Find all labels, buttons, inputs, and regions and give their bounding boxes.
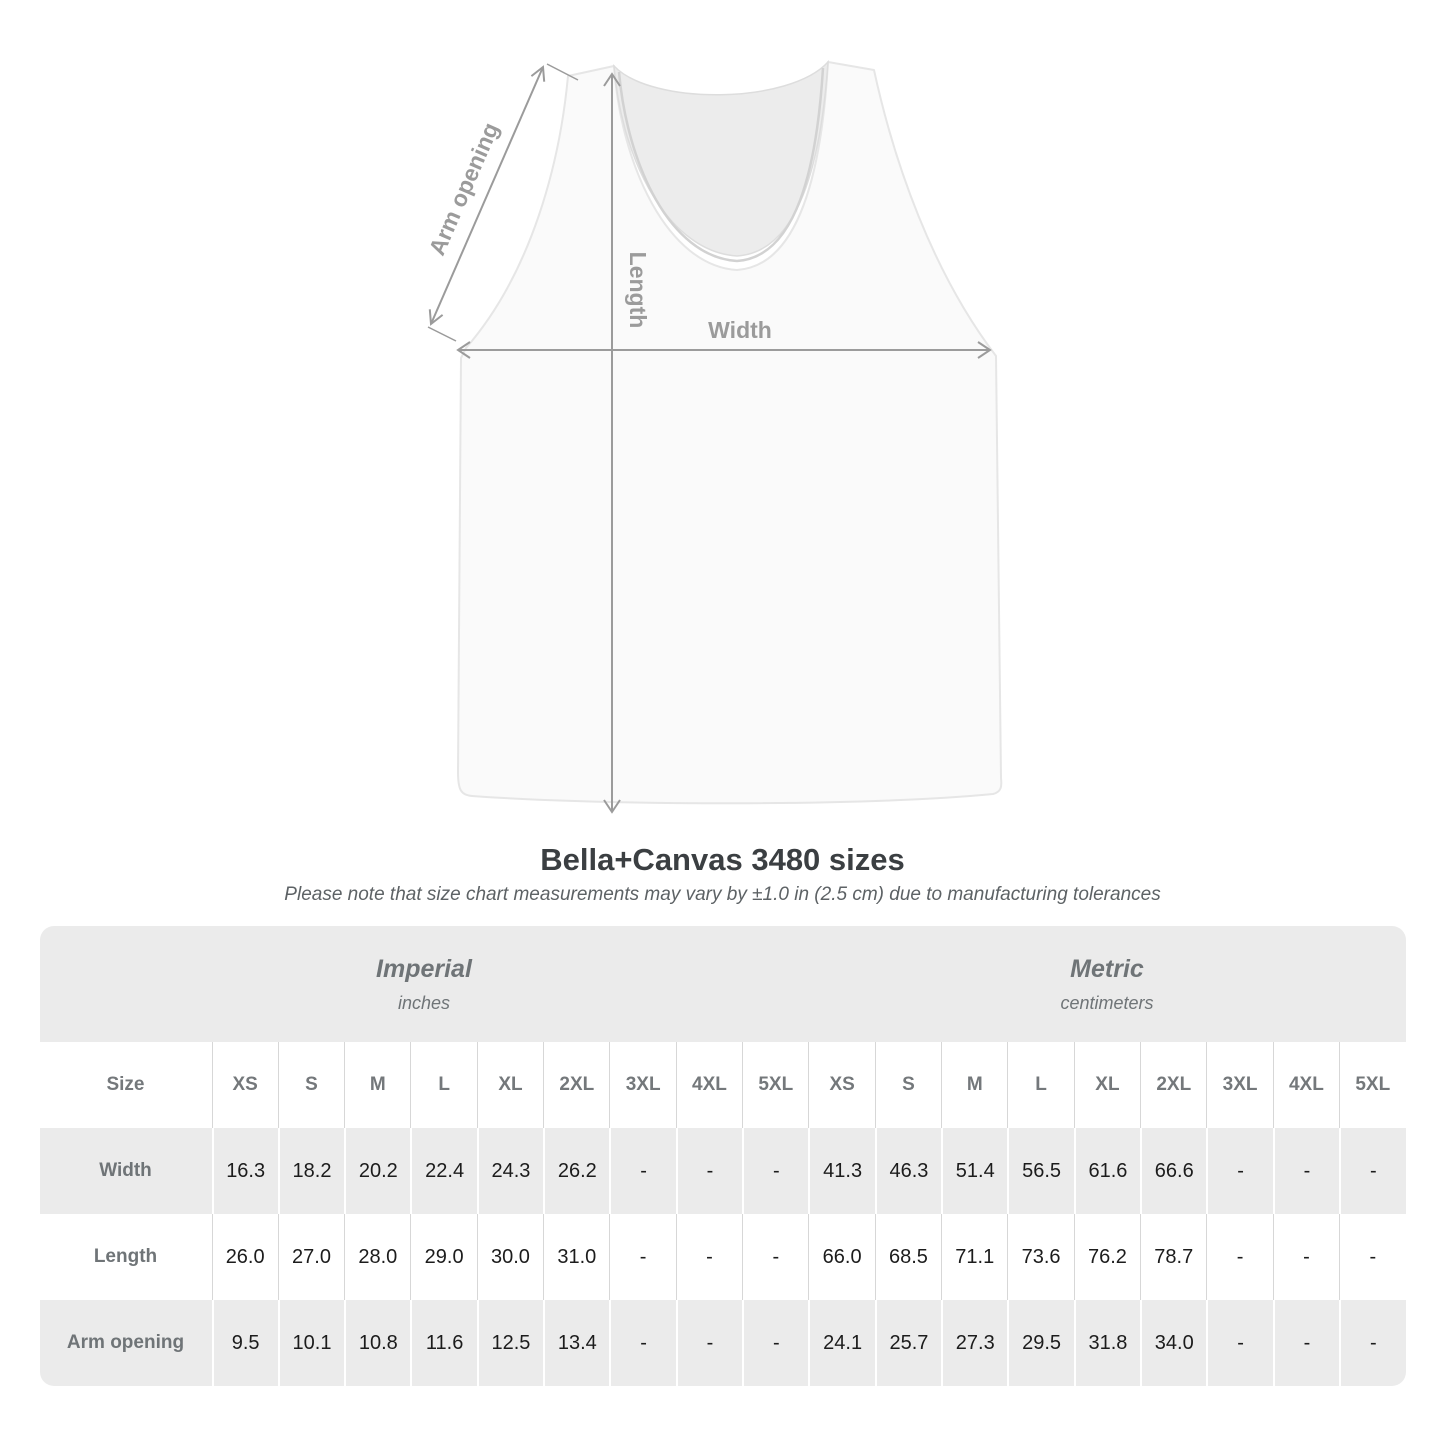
cell: 71.1 (941, 1214, 1007, 1300)
unit-header-row (40, 926, 1406, 1042)
table-row-width (40, 1128, 1406, 1214)
col-header-imperial-4xl: 4XL (676, 1042, 742, 1128)
cell: 73.6 (1007, 1214, 1073, 1300)
cell: 27.0 (278, 1214, 344, 1300)
col-header-metric-2xl: 2XL (1140, 1042, 1206, 1128)
col-header-metric-l: L (1007, 1042, 1073, 1128)
col-header-metric-xl: XL (1074, 1042, 1140, 1128)
cell: - (1339, 1128, 1405, 1214)
row-label-arm-opening: Arm opening (40, 1300, 212, 1386)
cell: 13.4 (543, 1300, 609, 1386)
imperial-header-cell (40, 926, 809, 1042)
cell: 24.3 (477, 1128, 543, 1214)
cell: 61.6 (1074, 1128, 1140, 1214)
cell: - (609, 1128, 675, 1214)
col-header-imperial-xs: XS (212, 1042, 278, 1128)
cell: 18.2 (278, 1128, 344, 1214)
cell: 24.1 (808, 1300, 874, 1386)
cell: 30.0 (477, 1214, 543, 1300)
cell: 41.3 (808, 1128, 874, 1214)
cell: - (1339, 1300, 1405, 1386)
metric-header-cell (808, 926, 1405, 1042)
cell: 25.7 (875, 1300, 941, 1386)
cell: 66.6 (1140, 1128, 1206, 1214)
cell: 34.0 (1140, 1300, 1206, 1386)
imperial-label: Imperial (376, 954, 472, 983)
cell: - (1206, 1214, 1272, 1300)
cell: - (742, 1128, 808, 1214)
metric-label: Metric (1070, 954, 1144, 983)
cell: 20.2 (344, 1128, 410, 1214)
col-header-imperial-3xl: 3XL (609, 1042, 675, 1128)
col-header-imperial-2xl: 2XL (543, 1042, 609, 1128)
cell: - (676, 1300, 742, 1386)
size-table-container (40, 926, 1406, 1386)
row-label-width: Width (40, 1128, 212, 1214)
col-header-imperial-l: L (410, 1042, 476, 1128)
cell: 68.5 (875, 1214, 941, 1300)
cell: 66.0 (808, 1214, 874, 1300)
cell: 29.0 (410, 1214, 476, 1300)
cell: - (1206, 1128, 1272, 1214)
col-header-metric-5xl: 5XL (1339, 1042, 1405, 1128)
imperial-unit: inches (397, 993, 450, 1014)
row-label-length: Length (40, 1214, 212, 1300)
cell: 76.2 (1074, 1214, 1140, 1300)
page-title: Bella+Canvas 3480 sizes (540, 842, 905, 877)
cell: 56.5 (1007, 1128, 1073, 1214)
col-header-imperial-5xl: 5XL (742, 1042, 808, 1128)
cell: 10.1 (278, 1300, 344, 1386)
size-column-header: Size (40, 1042, 212, 1128)
cell: 11.6 (410, 1300, 476, 1386)
col-header-imperial-xl: XL (477, 1042, 543, 1128)
size-table (40, 926, 1406, 1386)
col-header-metric-3xl: 3XL (1206, 1042, 1272, 1128)
cell: - (609, 1214, 675, 1300)
cell: 16.3 (212, 1128, 278, 1214)
cell: - (1273, 1214, 1339, 1300)
cell: 9.5 (212, 1300, 278, 1386)
length-label: Length (625, 251, 651, 329)
col-header-imperial-m: M (344, 1042, 410, 1128)
table-row-length (40, 1214, 1406, 1300)
cell: 12.5 (477, 1300, 543, 1386)
col-header-metric-xs: XS (808, 1042, 874, 1128)
cell: 31.0 (543, 1214, 609, 1300)
cell: - (676, 1128, 742, 1214)
cell: 27.3 (941, 1300, 1007, 1386)
cell: - (742, 1214, 808, 1300)
col-header-metric-m: M (941, 1042, 1007, 1128)
cell: 28.0 (344, 1214, 410, 1300)
cell: 26.2 (543, 1128, 609, 1214)
cell: 22.4 (410, 1128, 476, 1214)
metric-unit: centimeters (1060, 993, 1154, 1014)
cell: - (1273, 1128, 1339, 1214)
col-header-imperial-s: S (278, 1042, 344, 1128)
cell: - (1339, 1214, 1405, 1300)
cell: - (609, 1300, 675, 1386)
size-header-row (40, 1042, 1406, 1128)
col-header-metric-s: S (875, 1042, 941, 1128)
cell: 46.3 (875, 1128, 941, 1214)
cell: 31.8 (1074, 1300, 1140, 1386)
cell: 26.0 (212, 1214, 278, 1300)
cell: 51.4 (941, 1128, 1007, 1214)
tolerance-note: Please note that size chart measurements may vary by ±1.0 in (2.5 cm) due to manufacturing tolerances (284, 884, 1161, 905)
cell: - (676, 1214, 742, 1300)
cell: 29.5 (1007, 1300, 1073, 1386)
table-row-arm-opening (40, 1300, 1406, 1386)
cell: - (1273, 1300, 1339, 1386)
cell: - (1206, 1300, 1272, 1386)
col-header-metric-4xl: 4XL (1273, 1042, 1339, 1128)
cell: 78.7 (1140, 1214, 1206, 1300)
cell: - (742, 1300, 808, 1386)
cell: 10.8 (344, 1300, 410, 1386)
width-label: Width (708, 317, 772, 343)
arm-opening-label: Arm opening (423, 118, 504, 260)
